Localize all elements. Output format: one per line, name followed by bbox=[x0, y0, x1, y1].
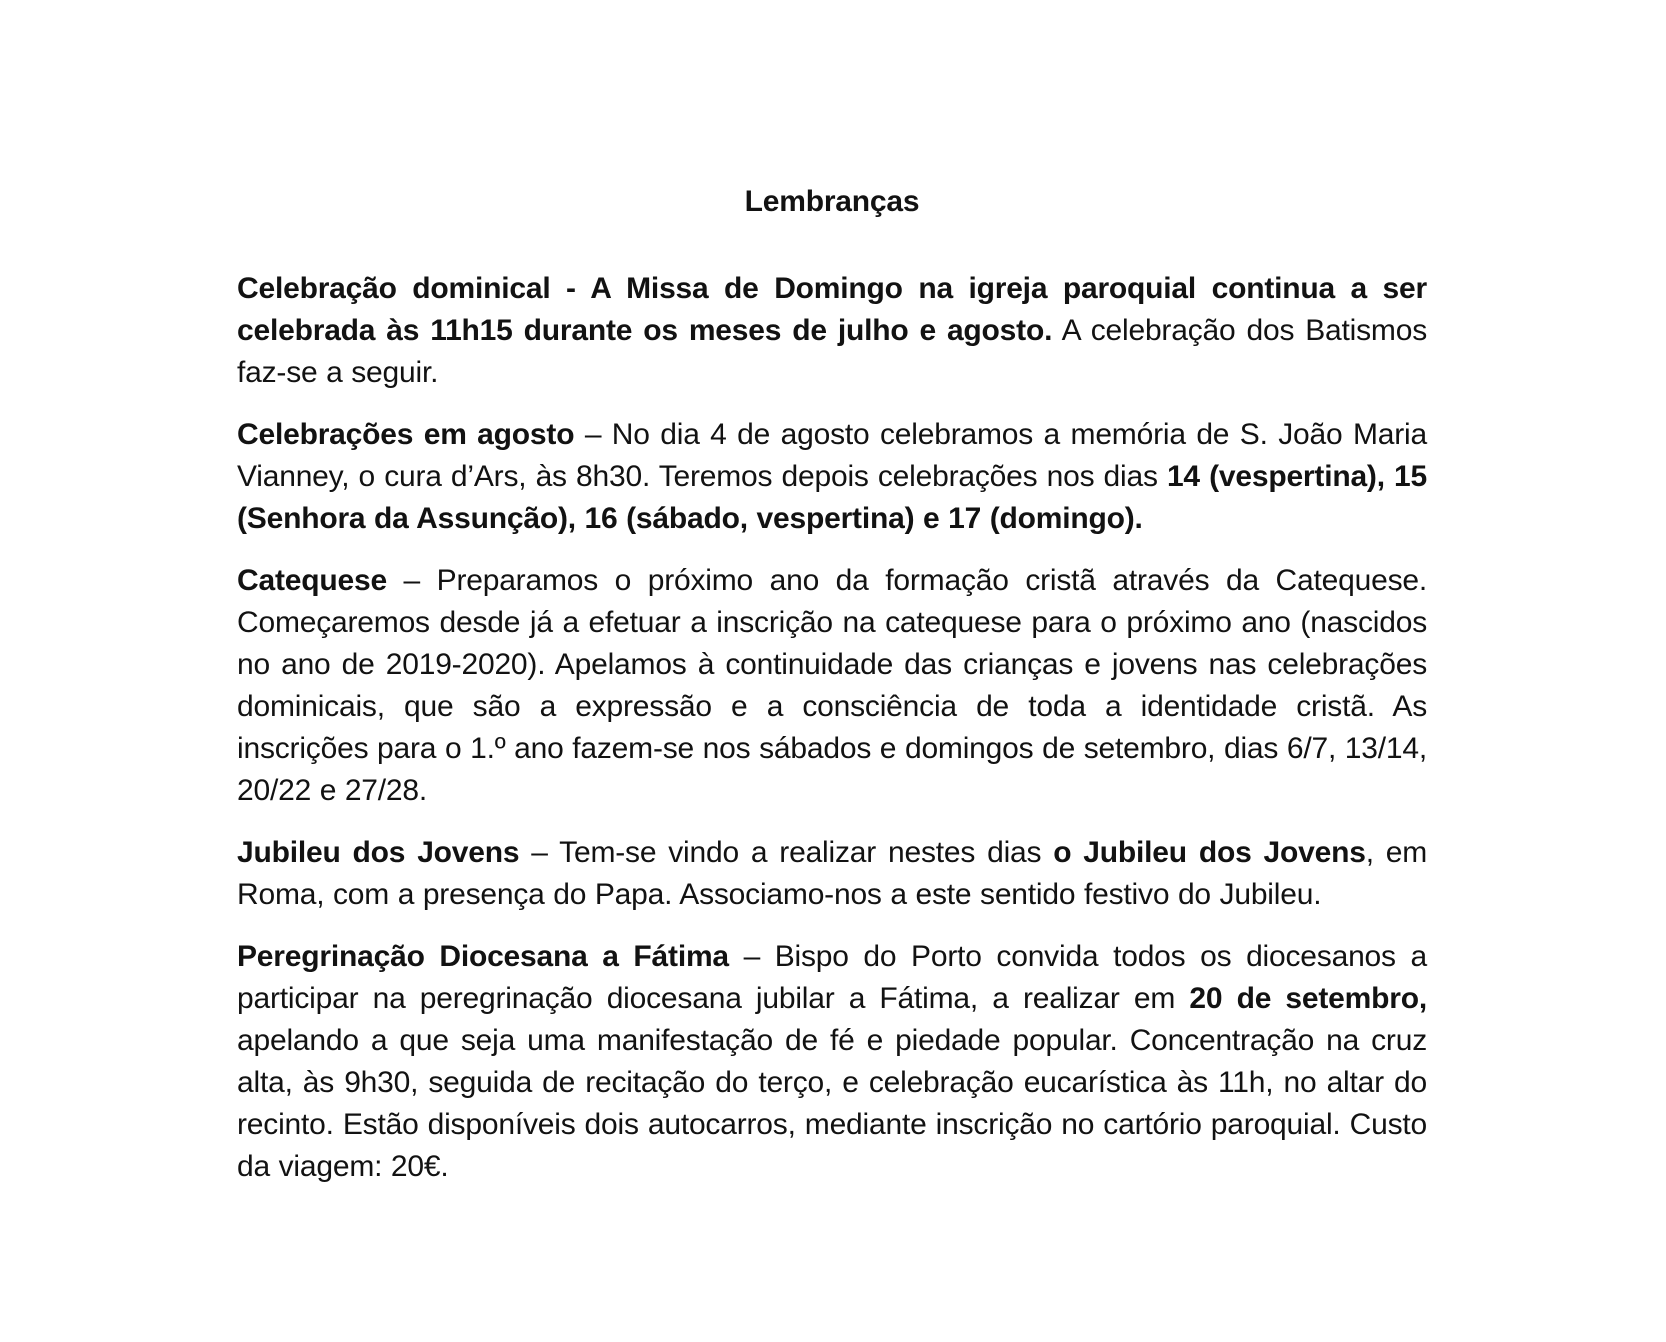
paragraph-text: – No dia 4 de agosto celebramos a memória de S. João Maria Vianney, o cura d’Ars, às 8h30. Teremos depois celebrações nos dias bbox=[237, 418, 1427, 493]
paragraph-peregrinacao-diocesana bbox=[237, 936, 1427, 1188]
paragraph-lead-bold: Jubileu dos Jovens bbox=[237, 836, 520, 869]
paragraph-celebracao-dominical bbox=[237, 268, 1427, 394]
paragraph-jubileu-dos-jovens bbox=[237, 832, 1427, 916]
paragraph-text: – Preparamos o próximo ano da formação cristã através da Catequese. Começaremos desde já a efetuar a inscrição na catequese para o próximo ano (nascidos no ano de 2019-2020). Apelamos à continuidade das crianças e jovens nas celebrações dominicais, que são a expressão e a consciência de toda a identidade cristã. As inscrições para o 1.º ano fazem-se nos sábados e domingos de setembro, dias 6/7, 13/14, 20/22 e 27/28. bbox=[237, 564, 1427, 807]
paragraph-emphasis-bold: o Jubileu dos Jovens bbox=[1053, 836, 1366, 869]
paragraph-text: apelando a que seja uma manifestação de fé e piedade popular. Concentração na cruz alta, às 9h30, seguida de recitação do terço, e celebração eucarística às 11h, no altar do recinto. Estão disponíveis dois autocarros, mediante inscrição no cartório paroquial. Custo da viagem: 20€. bbox=[237, 1024, 1427, 1183]
paragraph-text: , em Roma, com a presença do Papa. Associamo-nos a este sentido festivo do Jubileu. bbox=[237, 836, 1428, 911]
paragraph-lead-bold: Celebrações em agosto bbox=[237, 418, 575, 451]
document-page bbox=[237, 181, 1427, 1208]
paragraph-emphasis-bold: 14 (vespertina), 15 (Senhora da Assunção), 16 (sábado, vespertina) e 17 (domingo). bbox=[237, 460, 1427, 535]
paragraph-text: A celebração dos Batismos faz-se a seguir. bbox=[237, 314, 1427, 389]
paragraph-text: – Bispo do Porto convida todos os diocesanos a participar na peregrinação diocesana jubilar a Fátima, a realizar em bbox=[237, 940, 1427, 1015]
paragraph-celebracoes-em-agosto bbox=[237, 414, 1427, 540]
paragraph-text: – Tem-se vindo a realizar nestes dias bbox=[519, 836, 1054, 869]
paragraph-lead-bold: Celebração dominical - A Missa de Domingo na igreja paroquial continua a ser celebrada às 11h15 durante os meses de julho e agosto. bbox=[237, 272, 1427, 347]
paragraph-lead-bold: Peregrinação Diocesana a Fátima bbox=[237, 940, 729, 973]
document-title: Lembranças bbox=[744, 185, 920, 218]
paragraph-catequese bbox=[237, 560, 1427, 812]
paragraph-emphasis-bold: 20 de setembro, bbox=[1189, 982, 1427, 1015]
paragraph-lead-bold: Catequese bbox=[237, 564, 387, 597]
